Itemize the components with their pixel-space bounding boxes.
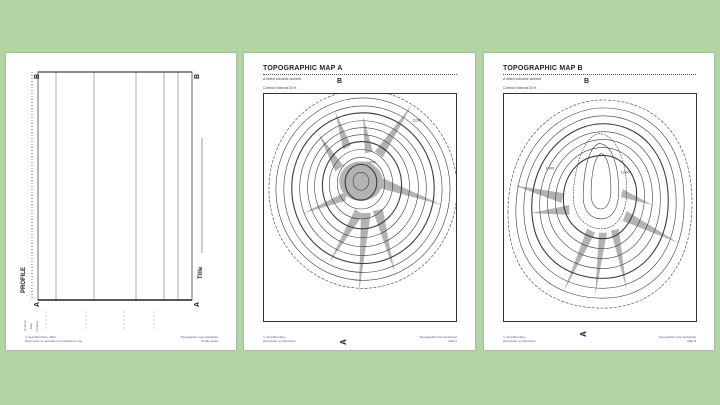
profile-title: PROFILE bbox=[21, 266, 27, 293]
map-b-footer-right-line-2: Map B bbox=[687, 339, 696, 343]
map-a-letter-b: B bbox=[337, 78, 343, 85]
map-a-page bbox=[244, 53, 475, 350]
map-a-footer-left-line-2: Permission to reproduce bbox=[263, 339, 296, 343]
map-b-contours bbox=[504, 94, 696, 321]
map-a-dotted-rule bbox=[263, 74, 457, 75]
profile-footer-left-line-1: © Jean Burnham, 2021 bbox=[25, 335, 56, 339]
map-a-subtitle: A listed volcanic summit bbox=[263, 77, 302, 81]
map-a-footer-left bbox=[263, 335, 296, 343]
profile-footer-left bbox=[25, 335, 82, 343]
map-b-dotted-rule bbox=[503, 74, 696, 75]
profile-footer-right-line-2: Profile sheet bbox=[201, 339, 218, 343]
map-a-contours bbox=[264, 94, 456, 321]
map-a-letter-a: A bbox=[339, 339, 348, 345]
svg-text:1200: 1200 bbox=[412, 117, 422, 123]
svg-text:1200: 1200 bbox=[620, 169, 630, 175]
profile-footer-right bbox=[180, 335, 218, 343]
profile-letter-b-left: B bbox=[34, 73, 41, 79]
map-b-frame bbox=[503, 93, 697, 322]
map-b-letter-a: A bbox=[579, 331, 588, 337]
profile-footer-right-line-1: Topographic map worksheet bbox=[180, 335, 218, 339]
svg-text:1400: 1400 bbox=[366, 159, 376, 165]
map-b-subtitle: A listed volcanic summit bbox=[503, 77, 542, 81]
map-b-footer-right-line-1: Topographic map worksheet bbox=[658, 335, 696, 339]
map-a-title: TOPOGRAPHIC MAP A bbox=[263, 65, 343, 72]
map-a-frame bbox=[263, 93, 457, 322]
map-b-page bbox=[484, 53, 714, 350]
profile-letter-a-left: A bbox=[34, 301, 41, 307]
map-a-contour-labels bbox=[367, 118, 422, 165]
map-b-footer-left-line-1: © Jean Burnham bbox=[503, 335, 526, 339]
profile-letter-b-right: B bbox=[194, 73, 201, 79]
map-b-footer-left-line-2: Permission to reproduce bbox=[503, 339, 536, 343]
profile-footer-left-line-2: Permission to reproduce for classroom use bbox=[25, 339, 83, 343]
map-a-footer-right-line-2: Map A bbox=[448, 339, 457, 343]
profile-corner-label-1: Contour bbox=[23, 320, 27, 331]
profile-title-field-label: Title bbox=[198, 266, 204, 279]
profile-worksheet-page bbox=[6, 53, 236, 350]
map-b-letter-b: B bbox=[584, 78, 590, 85]
map-b-title: TOPOGRAPHIC MAP B bbox=[503, 65, 583, 72]
profile-corner-label-3: Location bbox=[35, 320, 39, 332]
map-b-contour-lines bbox=[508, 100, 692, 308]
profile-corner-label-2: Map bbox=[29, 323, 33, 329]
map-b-footer-left bbox=[503, 335, 536, 343]
map-a-footer-left-line-1: © Jean Burnham bbox=[263, 335, 286, 339]
map-a-scale: Contour interval 20 ft bbox=[263, 86, 297, 90]
map-a-footer-right bbox=[419, 335, 457, 343]
map-b-scale: Contour interval 20 ft bbox=[503, 86, 537, 90]
map-a-footer-right-line-1: Topographic map worksheet bbox=[419, 335, 457, 339]
svg-text:1400: 1400 bbox=[545, 165, 555, 171]
profile-letter-a-right: A bbox=[194, 301, 201, 307]
map-b-footer-right bbox=[658, 335, 696, 343]
